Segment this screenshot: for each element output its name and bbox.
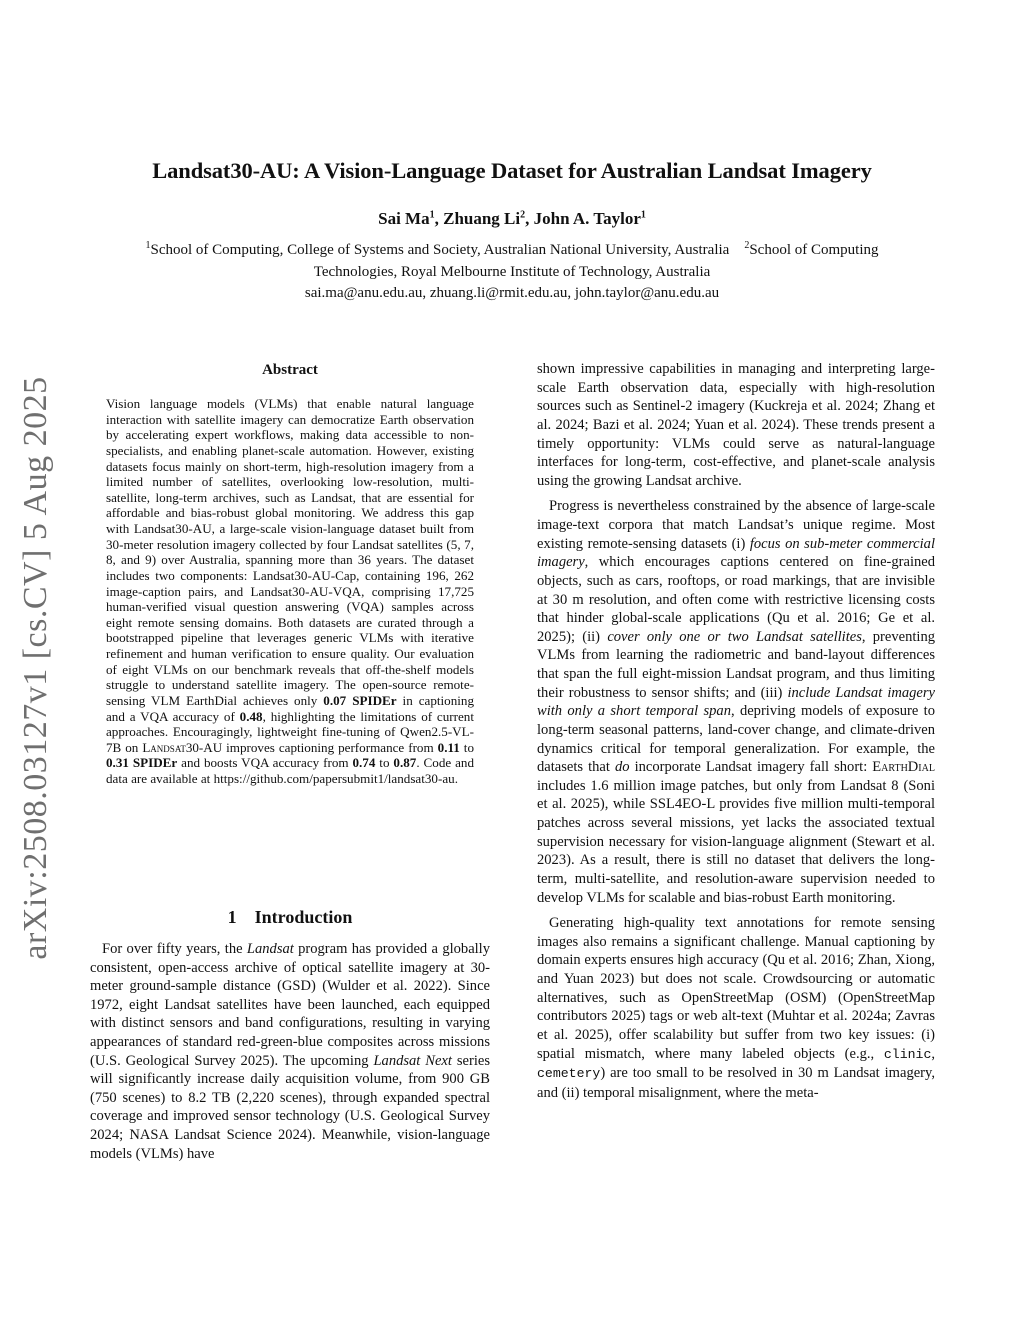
text-run: , depriving models of exposure to long-term seasonal patterns, land-cover change, and climate-driven dynamics critical for temporal generalization. For example, the datasets that — [537, 703, 935, 776]
text-run: includes 1.6 million image patches, but only from Landsat 8 (Soni et al. 2025), while SSL4EO-L provides five million multi-temporal patches across several missions, yet lacks the associated textual supervision necessary for vision-language alignment (Stewart et al. 2023). As a result, there is still no dataset that delivers the long-term, multi-satellite, and resolution-aware supervision needed to develop VLMs for scalable and bias-robust Earth monitoring. — [537, 777, 935, 906]
text-run: series will significantly increase daily acquisition volume, from 900 GB (750 scenes) to 8.2 TB (2,220 scenes), through expanded spectral coverage and improved sensor technology (U.S. Geological Survey 2024; NASA Landsat Science 2024). Meanwhile, vision-language models (VLMs) have — [90, 1052, 490, 1162]
intro-paragraph-2 — [537, 497, 935, 907]
author-name: John A. Taylor — [533, 209, 641, 228]
affiliation-mark: 2 — [744, 240, 750, 251]
text-run: improves captioning performance from — [222, 739, 438, 755]
section-title: Introduction — [254, 907, 353, 927]
intro-paragraph-1 — [90, 940, 490, 1163]
text-run: to — [375, 755, 394, 771]
small-caps-run: EarthDial — [872, 759, 935, 776]
small-caps-run: Landsat30-AU — [142, 739, 223, 755]
abstract-text — [106, 396, 474, 787]
italic-run: Landsat — [246, 941, 294, 957]
intro-paragraph-1-continued: shown impressive capabilities in managing and interpreting large-scale Earth observation data, especially with high-resolution sources such as Sentinel-2 imagery (Kuckreja et al. 2024; Zhang et al. 2024; Bazi et al. 2024; Yuan et al. 2024). These trends present a timely opportunity: VLMs could serve as natural-language interfaces for long-term, cost-effective, and planet-scale analysis using the growing Landsat archive. — [537, 361, 935, 489]
bold-run: 0.48 — [239, 708, 263, 724]
author-separator: , — [525, 209, 534, 228]
arxiv-stamp-area — [14, 376, 58, 960]
section-heading-introduction — [90, 907, 490, 928]
bold-run: 0.31 SPIDEr — [106, 755, 178, 771]
abstract-heading: Abstract — [262, 362, 318, 378]
text-run: , which encourages captions centered on fine-grained objects, such as cars, rooftops, or road markings, that are invisible at 30 m resolution, and often come with restrictive licensing costs that hinder global-scale applications (Qu et al. 2016; Ge et al. 2025); (ii) — [537, 554, 935, 645]
code-run: cemetery — [537, 1066, 601, 1082]
text-run: Vision language models (VLMs) that enable natural language interaction with satellite imagery can democratize Earth observation by accelerating expert workflows, making data accessible to non-specialists, and enabling planet-scale automation. However, existing datasets focus mainly on short-term, high-resolution imagery from a limited number of satellites, overlooking low-resolution, multi-satellite, long-term archives, such as Landsat, that are essential for affordable and bias-robust global monitoring. We address this gap with Landsat30-AU, a large-scale vision-language dataset built from 30-meter resolution imagery collected by four Landsat satellites (5, 7, 8, and 9) over Australia, spanning more than 36 years. The dataset includes two components: Landsat30-AU-Cap, containing 196, 262 image-caption pairs, and Landsat30-AU-VQA, comprising 17,725 human-verified visual question answering (VQA) samples across eight remote sensing domains. Both datasets are curated through a bootstrapped pipeline that leverages generic VLMs with iterative refinement and human verification to ensure quality. Our evaluation of eight VLMs on our benchmark reveals that off-the-shelf models struggle to understand satellite imagery. The open-source remote-sensing VLM EarthDial achieves only — [106, 396, 474, 708]
bold-run: 0.74 — [352, 755, 376, 771]
bold-run: 0.11 — [437, 739, 460, 755]
author-emails: sai.ma@anu.edu.au, zhuang.li@rmit.edu.au, john.taylor@anu.edu.au — [304, 285, 720, 301]
affiliation-text: Technologies, Royal Melbourne Institute of Technology, Australia — [313, 263, 711, 280]
text-run: program has provided a globally consistent, open-access archive of optical satellite imagery at 30-meter ground-sample distance (GSD) (Wulder et al. 2022). Since 1972, eight Landsat satellites have been launched, each equipped with distinct sensors and band configurations, resulting in varying appearances of standard red-green-blue composites across missions (U.S. Geological Survey 2025). The upcoming — [90, 941, 491, 1069]
affiliations — [102, 240, 922, 305]
author-list — [0, 209, 1024, 229]
text-run: Progress is nevertheless constrained by the absence of large-scale image-text corpora that match Landsat’s unique regime. Most existing remote-sensing datasets (i) — [537, 498, 935, 552]
author-name: Zhuang Li — [443, 209, 521, 228]
bold-run: 0.07 SPIDEr — [323, 692, 397, 708]
affiliation-mark: 1 — [429, 209, 435, 221]
affiliation-mark: 1 — [640, 209, 646, 221]
italic-run: focus on sub-meter commercial imagery — [537, 535, 935, 571]
text-run: to — [459, 739, 474, 755]
affiliation-mark: 2 — [520, 209, 526, 221]
affiliation-mark: 1 — [145, 240, 151, 251]
right-column — [537, 360, 935, 1109]
bold-run: 0.87 — [393, 755, 417, 771]
text-run: , preventing VLMs from learning the radiometric and band-layout differences that span the full eight-mission Landsat program, and thus limiting their robustness to sensor shifts; and (iii) — [537, 628, 935, 701]
affiliation-text: School of Computing, College of Systems and Society, Australian National University, Australia — [150, 242, 730, 258]
arxiv-stamp: arXiv:2508.03127v1 [cs.CV] 5 Aug 2025 — [17, 376, 54, 960]
italic-run: do — [614, 759, 630, 776]
text-run: , highlighting the limitations of current approaches. Encouragingly, lightweight fine-tuning of Qwen2.5-VL-7B on — [106, 708, 474, 755]
text-run: incorporate Landsat imagery fall short: — [629, 759, 873, 776]
text-run: , — [931, 1045, 935, 1062]
section-number: 1 — [227, 907, 237, 927]
italic-run: include Landsat imagery with only a short temporal span — [537, 684, 935, 720]
text-run: ) are too small to be resolved in 30 m Landsat imagery, and (ii) temporal misalignment, where the meta- — [537, 1065, 935, 1101]
text-run: Generating high-quality text annotations for remote sensing images also remains a significant challenge. Manual captioning by domain experts ensures high accuracy (Qu et al. 2016; Zhan, Xiong, and Yuan 2023) but does not scale. Crowdsourcing or automatic alternatives, such as OpenStreetMap (OSM) (OpenStreetMap contributors 2025) tags or web alt-text (Muhtar et al. 2024a; Zavras et al. 2025), offer scalability but suffer from two key issues: (i) spatial mismatch, where many labeled objects (e.g., — [537, 915, 935, 1062]
author-separator: , — [434, 209, 444, 228]
text-run: in captioning and a VQA accuracy of — [106, 692, 474, 724]
text-run: For over fifty years, the — [102, 941, 247, 957]
intro-paragraph-3 — [537, 914, 935, 1102]
italic-run: Landsat Next — [373, 1052, 452, 1069]
affiliation-text: School of Computing — [749, 242, 879, 258]
text-run: . Code and data are available at https://github.com/papersubmit1/landsat30-au. — [106, 755, 474, 786]
author-name: Sai Ma — [378, 209, 430, 228]
paper-title: Landsat30-AU: A Vision-Language Dataset for Australian Landsat Imagery — [152, 158, 872, 183]
italic-run: cover only one or two Landsat satellites — [607, 628, 862, 645]
text-run: and boosts VQA accuracy from — [177, 755, 353, 771]
code-run: clinic — [883, 1046, 932, 1062]
